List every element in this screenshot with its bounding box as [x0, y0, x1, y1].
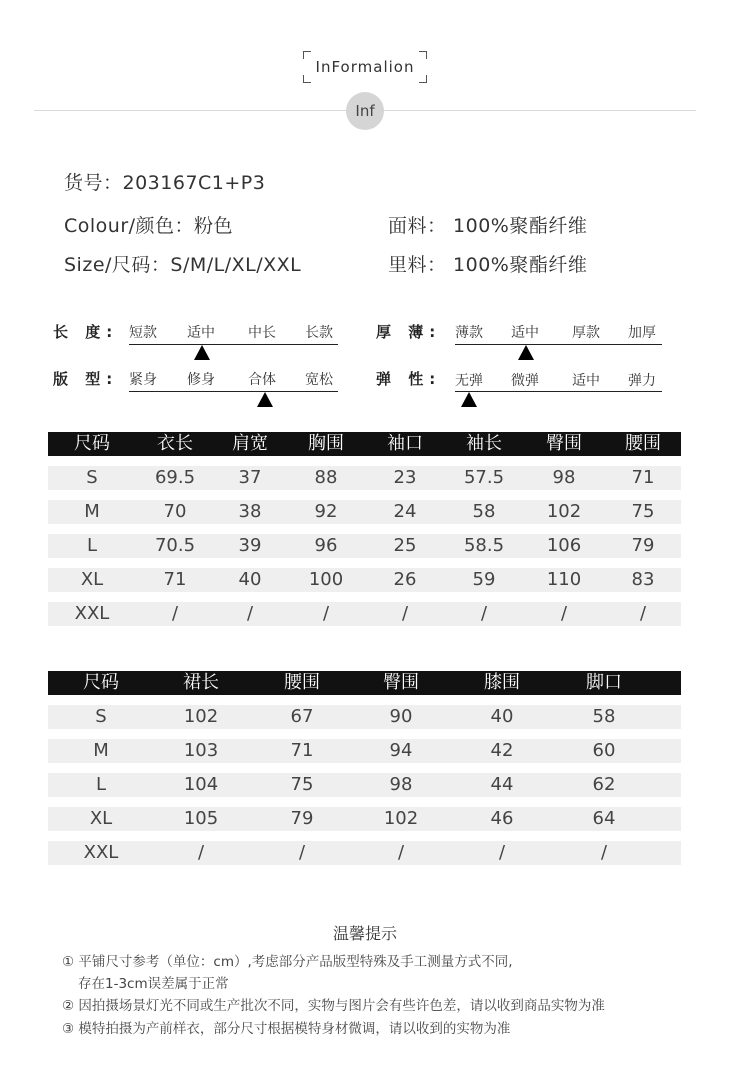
table-cell: 60 — [592, 740, 616, 761]
table-cell: 44 — [490, 774, 514, 795]
table-cell: 24 — [393, 501, 417, 522]
table-row — [48, 500, 681, 524]
top-table-header-cell: 袖口 — [387, 433, 423, 454]
table-cell: 39 — [238, 535, 262, 556]
info-header-frame — [303, 51, 427, 83]
top-table-header-cell: 臀围 — [546, 433, 582, 454]
attr-thickness-option: 薄款 — [455, 325, 483, 341]
table-cell: XL — [89, 808, 113, 829]
table-row — [48, 773, 681, 797]
attr-fit-marker — [257, 392, 273, 407]
table-cell: / — [197, 842, 205, 863]
table-cell: / — [639, 603, 647, 624]
top-table-header-cell: 衣长 — [157, 433, 193, 454]
attr-length-option: 长款 — [305, 325, 333, 341]
table-row — [48, 602, 681, 626]
table-cell: 64 — [592, 808, 616, 829]
table-row — [48, 807, 681, 831]
table-cell: S — [95, 706, 107, 727]
table-cell: 71 — [290, 740, 314, 761]
table-row — [48, 705, 681, 729]
table-cell: / — [498, 842, 506, 863]
bottom-table-header-cell: 膝围 — [484, 672, 520, 693]
fabric-info: 面料： 100%聚酯纤维 — [388, 215, 588, 237]
top-table-header-row — [48, 432, 681, 456]
note-line: 存在1-3cm误差属于正常 — [78, 976, 229, 992]
bottom-size-table — [48, 671, 681, 865]
table-cell: 79 — [290, 808, 314, 829]
attr-thickness-scale — [455, 344, 662, 345]
table-cell: 59 — [472, 569, 496, 590]
table-cell: 71 — [631, 467, 655, 488]
table-cell: / — [171, 603, 179, 624]
attr-length-option: 适中 — [187, 325, 215, 341]
header-title: InFormalion — [315, 58, 415, 76]
item-number: 货号：203167C1+P3 — [64, 172, 266, 194]
table-cell: / — [600, 842, 608, 863]
table-cell: 71 — [163, 569, 187, 590]
table-cell: 67 — [290, 706, 314, 727]
attr-fit-option: 紧身 — [129, 372, 157, 388]
bottom-table-header-cell: 腰围 — [284, 672, 320, 693]
attr-elasticity-option: 适中 — [572, 373, 600, 389]
table-cell: 92 — [314, 501, 338, 522]
table-cell: 105 — [183, 808, 219, 829]
attr-length-option: 中长 — [248, 325, 276, 341]
table-cell: 98 — [389, 774, 413, 795]
table-cell: / — [298, 842, 306, 863]
colour-info: Colour/颜色：粉色 — [64, 215, 234, 237]
top-table-header-cell: 胸围 — [308, 433, 344, 454]
header-badge: Inf — [346, 92, 384, 130]
table-cell: 100 — [308, 569, 344, 590]
note-line: ② 因拍摄场景灯光不同或生产批次不同，实物与图片会有些许色差，请以收到商品实物为准 — [62, 998, 605, 1014]
table-row — [48, 534, 681, 558]
table-cell: 88 — [314, 467, 338, 488]
table-cell: 57.5 — [463, 467, 505, 488]
table-cell: 40 — [238, 569, 262, 590]
attr-elasticity-scale — [455, 391, 662, 392]
table-cell: 102 — [383, 808, 419, 829]
attr-length-option: 短款 — [129, 325, 157, 341]
table-cell: L — [95, 774, 107, 795]
table-cell: 102 — [183, 706, 219, 727]
attr-thickness-option: 适中 — [511, 325, 539, 341]
table-cell: / — [480, 603, 488, 624]
table-cell: S — [86, 467, 98, 488]
top-table-header-cell: 腰围 — [625, 433, 661, 454]
table-cell: 98 — [552, 467, 576, 488]
table-cell: 106 — [546, 535, 582, 556]
table-cell: 75 — [290, 774, 314, 795]
attr-length-label: 长 度: — [53, 323, 119, 341]
table-cell: 103 — [183, 740, 219, 761]
note-line: ③ 模特拍摄为产前样衣，部分尺寸根据模特身材微调，请以收到的实物为准 — [62, 1021, 511, 1037]
table-cell: 104 — [183, 774, 219, 795]
table-cell: 102 — [546, 501, 582, 522]
bottom-table-header-cell: 尺码 — [83, 672, 119, 693]
table-cell: 38 — [238, 501, 262, 522]
table-cell: XL — [80, 569, 104, 590]
top-table-header-cell: 袖长 — [466, 433, 502, 454]
table-cell: 58 — [592, 706, 616, 727]
table-row — [48, 466, 681, 490]
table-cell: XXL — [74, 603, 110, 624]
table-cell: 23 — [393, 467, 417, 488]
attr-thickness-option: 厚款 — [572, 325, 600, 341]
table-cell: 90 — [389, 706, 413, 727]
table-cell: 58 — [472, 501, 496, 522]
table-cell: / — [401, 603, 409, 624]
table-cell: M — [84, 501, 100, 522]
table-cell: / — [322, 603, 330, 624]
lining-info: 里料： 100%聚酯纤维 — [388, 254, 588, 276]
table-cell: 79 — [631, 535, 655, 556]
table-cell: / — [560, 603, 568, 624]
table-cell: 46 — [490, 808, 514, 829]
attr-elasticity-option: 微弹 — [511, 373, 539, 389]
table-cell: 70.5 — [154, 535, 196, 556]
attr-thickness-option: 加厚 — [628, 325, 656, 341]
table-cell: 69.5 — [154, 467, 196, 488]
attr-fit-option: 修身 — [187, 372, 215, 388]
table-row — [48, 568, 681, 592]
top-table-header-cell: 尺码 — [74, 433, 110, 454]
attr-fit-scale — [129, 391, 338, 392]
frame-corner — [419, 75, 427, 83]
table-cell: 40 — [490, 706, 514, 727]
table-cell: XXL — [83, 842, 119, 863]
attr-elasticity-label: 弹 性: — [376, 370, 442, 388]
table-cell: 25 — [393, 535, 417, 556]
frame-corner — [303, 75, 311, 83]
attr-length-marker — [194, 345, 210, 360]
attr-elasticity-marker — [461, 392, 477, 407]
bottom-table-header-row — [48, 671, 681, 695]
table-cell: 37 — [238, 467, 262, 488]
bottom-table-header-cell: 脚口 — [586, 672, 622, 693]
table-cell: / — [397, 842, 405, 863]
table-row — [48, 739, 681, 763]
table-cell: 110 — [546, 569, 582, 590]
table-cell: L — [86, 535, 98, 556]
attr-thickness-label: 厚 薄: — [376, 323, 442, 341]
top-size-table — [48, 432, 681, 626]
attr-fit-label: 版 型: — [53, 370, 119, 388]
note-line: ① 平铺尺寸参考（单位：cm）,考虑部分产品版型特殊及手工测量方式不同, — [62, 954, 513, 970]
bottom-table-header-cell: 裙长 — [183, 672, 219, 693]
table-cell: 42 — [490, 740, 514, 761]
table-cell: 83 — [631, 569, 655, 590]
attr-fit-option: 宽松 — [305, 372, 333, 388]
table-cell: M — [93, 740, 109, 761]
attr-thickness-marker — [518, 345, 534, 360]
top-table-header-cell: 肩宽 — [232, 433, 268, 454]
size-info: Size/尺码：S/M/L/XL/XXL — [64, 254, 302, 276]
table-cell: 26 — [393, 569, 417, 590]
bottom-table-header-cell: 臀围 — [383, 672, 419, 693]
table-cell: 58.5 — [463, 535, 505, 556]
table-cell: 70 — [163, 501, 187, 522]
table-cell: / — [246, 603, 254, 624]
attr-length-scale — [129, 344, 338, 345]
table-cell: 75 — [631, 501, 655, 522]
notes-title: 温馨提示 — [332, 924, 397, 943]
attr-fit-option: 合体 — [248, 372, 276, 388]
table-cell: 62 — [592, 774, 616, 795]
table-row — [48, 841, 681, 865]
table-cell: 94 — [389, 740, 413, 761]
attr-elasticity-option: 弹力 — [628, 373, 656, 389]
attr-elasticity-option: 无弹 — [455, 373, 483, 389]
table-cell: 96 — [314, 535, 338, 556]
